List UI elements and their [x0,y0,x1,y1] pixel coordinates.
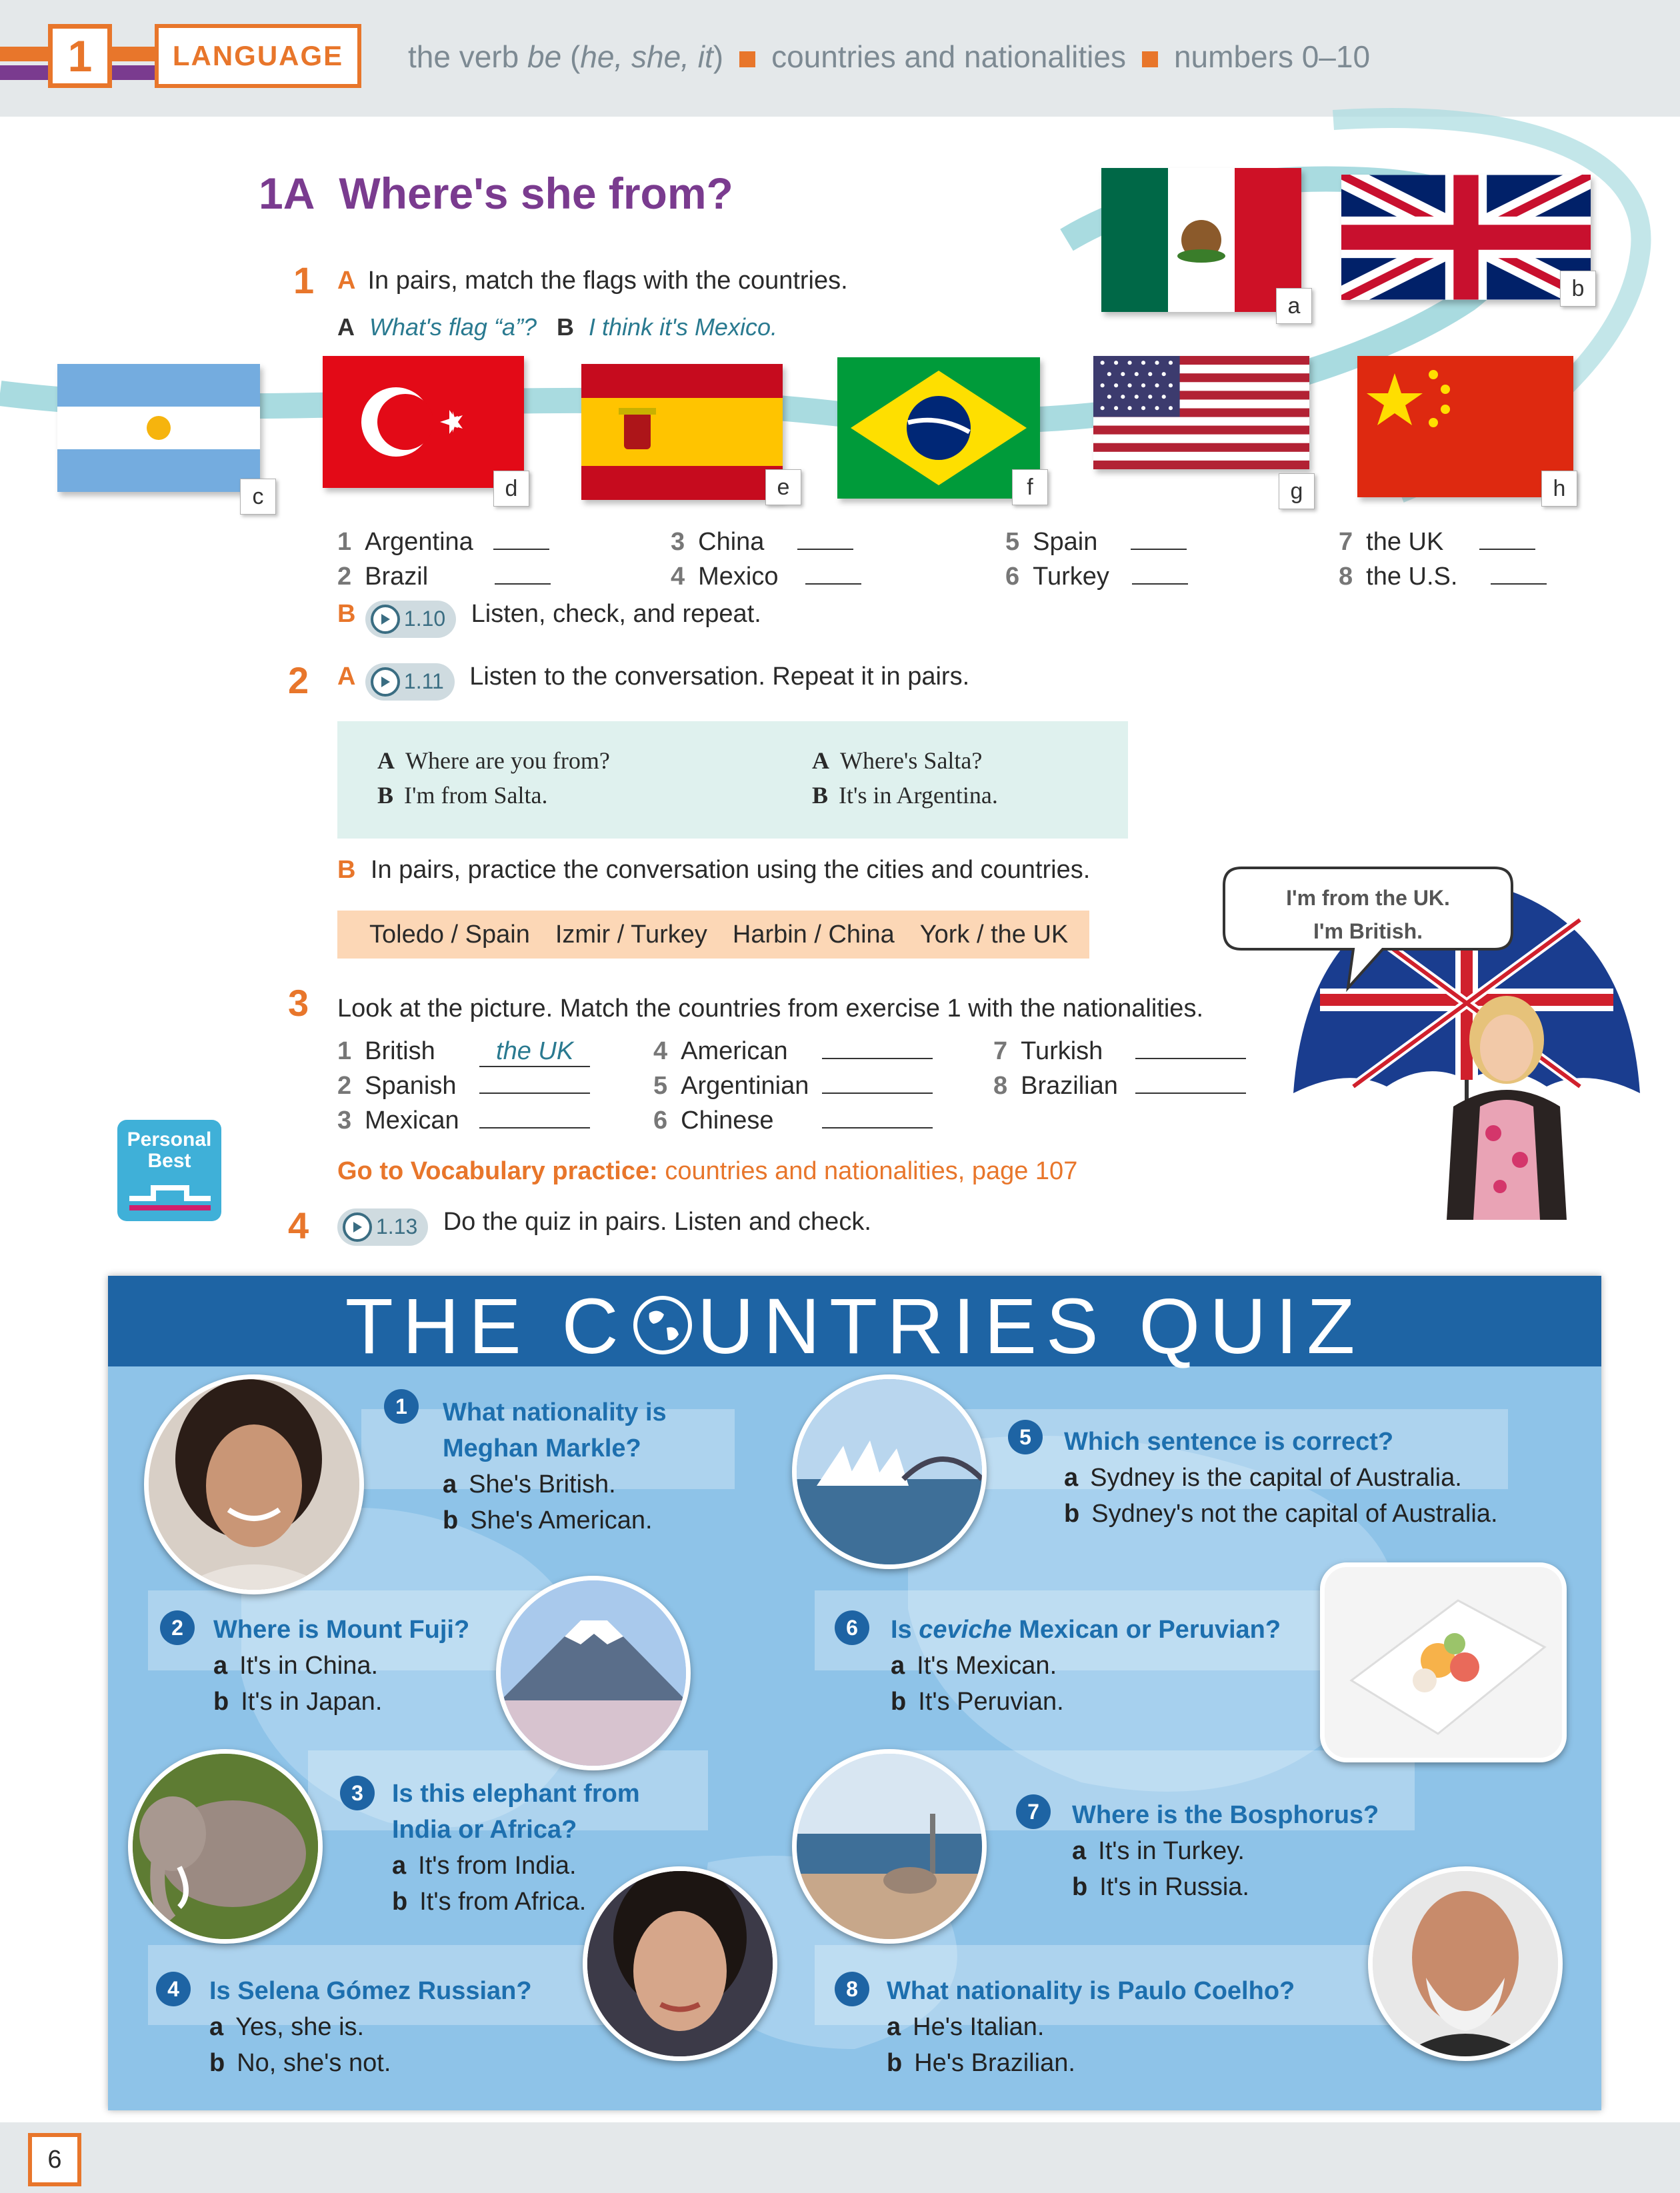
city-item: Izmir / Turkey [555,920,707,949]
nationality-item: 7 Turkish [993,1037,1246,1066]
audio-button[interactable]: 1.10 [365,601,456,638]
answer-option[interactable]: a She's British. [443,1470,616,1498]
answer-option[interactable]: b She's American. [443,1506,653,1534]
lesson-title-text: Where's she from? [339,169,733,218]
quiz-panel [108,1276,1601,2110]
topic-2: countries and nationalities [771,39,1126,74]
answer-blank[interactable] [1479,549,1535,550]
question-5-number: 5 [1008,1420,1043,1454]
answer-blank[interactable] [797,549,853,550]
answer-option[interactable]: a Sydney is the capital of Australia. [1064,1464,1462,1492]
footer-bar [0,2122,1680,2193]
answer-blank[interactable] [493,549,549,550]
city-item: York / the UK [919,920,1069,949]
country-item: 3 China [671,528,853,557]
question-4-number: 4 [156,1972,191,2006]
photo-bosphorus [792,1749,987,1944]
dialogue-line: A Where's Salta? [812,747,983,774]
flag-label-f: f [1012,469,1048,505]
question-8-number: 8 [835,1972,869,2006]
question-7: Where is the Bosphorus? a It's in Turkey. b It's in Russia. [1072,1797,1379,1905]
answer-blank[interactable]: the UK [479,1037,590,1067]
exercise-2b: B In pairs, practice the conversation using the cities and countries. [337,856,1091,884]
section-label: LANGUAGE [155,24,361,88]
play-icon [343,1212,372,1242]
answer-option[interactable]: a It's Mexican. [891,1652,1057,1680]
podium-icon [127,1178,213,1212]
photo-elephant [128,1749,323,1944]
photo-ceviche [1320,1562,1567,1762]
unit-number-box: 1 [48,24,112,88]
nationality-item: 4 American [653,1037,933,1066]
answer-option[interactable]: a It's in China. [213,1652,379,1680]
lesson-title [259,168,733,219]
exercise-1-number: 1 [293,259,315,301]
answer-option[interactable]: b He's Brazilian. [887,2049,1075,2077]
flag-uk [1341,175,1591,300]
answer-option[interactable]: b It's from Africa. [392,1888,587,1916]
page-number: 6 [28,2133,81,2186]
flag-mexico [1101,168,1301,312]
exercise-4: 1.13 Do the quiz in pairs. Listen and check. [337,1208,871,1246]
topic-1: the verb be (he, she, it) [408,39,724,74]
nationality-item: 3 Mexican [337,1106,590,1135]
dialogue-line: B I'm from Salta. [377,782,548,809]
nationality-item: 6 Chinese [653,1106,933,1135]
personal-best-badge[interactable]: Personal Best [117,1120,221,1221]
question-1: What nationality is Meghan Markle? a She's British. b She's American. [443,1394,667,1538]
answer-option[interactable]: b It's Peruvian. [891,1688,1064,1716]
answer-option[interactable]: b It's in Japan. [213,1688,383,1716]
cities-box [337,911,1089,959]
lesson-code: 1A [259,169,315,218]
nationality-item: 5 Argentinian [653,1072,933,1100]
city-item: Harbin / China [732,920,895,949]
question-2-number: 2 [160,1610,195,1645]
exercise-1a-instruction: A In pairs, match the flags with the countries. [337,267,848,295]
flag-label-b: b [1560,271,1596,307]
woman-illustration [1407,993,1607,1220]
answer-blank[interactable] [479,1093,590,1094]
nationality-item: 2 Spanish [337,1072,590,1100]
photo-paulo-coelho [1368,1866,1563,2061]
answer-blank[interactable] [495,583,551,585]
question-7-number: 7 [1016,1794,1051,1829]
exercise-3-number: 3 [288,982,309,1024]
flag-label-e: e [765,469,801,505]
answer-option[interactable]: a It's from India. [392,1852,577,1880]
flag-argentina [57,364,260,492]
flag-label-g: g [1279,473,1315,509]
answer-option[interactable]: a Yes, she is. [209,2013,365,2041]
answer-blank[interactable] [805,583,861,585]
question-2: Where is Mount Fuji? a It's in China. b It's in Japan. [213,1612,469,1720]
quiz-title: THE C UNTRIES QUIZ [345,1282,1365,1370]
nationality-item: 8 Brazilian [993,1072,1246,1100]
globe-icon [631,1293,695,1357]
bullet-square-icon [1142,51,1158,67]
answer-blank[interactable] [822,1093,933,1094]
flag-brazil [837,357,1040,499]
dialogue-box [337,721,1128,839]
exercise-2-number: 2 [288,659,309,701]
question-4: Is Selena Gómez Russian? a Yes, she is. b No, she's not. [209,1973,532,2081]
country-item: 8 the U.S. [1339,563,1547,591]
vocabulary-practice-link[interactable]: Go to Vocabulary practice: countries and nationalities, page 107 [337,1157,1078,1185]
play-icon [371,667,400,697]
dialogue-line: A Where are you from? [377,747,610,774]
question-3: Is this elephant from India or Africa? a It's from India. b It's from Africa. [392,1776,640,1920]
answer-blank[interactable] [1135,1093,1246,1094]
photo-mount-fuji [496,1576,691,1770]
question-8: What nationality is Paulo Coelho? a He's Italian. b He's Brazilian. [887,1973,1295,2081]
answer-blank[interactable] [1135,1058,1246,1059]
country-item: 2 Brazil [337,563,551,591]
exercise-1a-example: A What's flag “a”? B I think it's Mexico. [337,313,777,341]
answer-option[interactable]: a He's Italian. [887,2013,1045,2041]
city-item: Toledo / Spain [369,920,530,949]
exercise-2a: A 1.11 Listen to the conversation. Repeat it in pairs. [337,663,969,701]
question-6: Is ceviche Mexican or Peruvian? a It's Mexican. b It's Peruvian. [891,1612,1281,1720]
answer-blank[interactable] [822,1127,933,1128]
answer-blank[interactable] [1131,549,1187,550]
bullet-square-icon [739,51,755,67]
answer-blank[interactable] [1132,583,1188,585]
answer-blank[interactable] [1491,583,1547,585]
flag-spain [581,364,783,500]
question-6-number: 6 [835,1610,869,1645]
country-item: 6 Turkey [1005,563,1188,591]
question-3-number: 3 [340,1776,375,1810]
flag-usa [1093,356,1309,469]
dialogue-line: B It's in Argentina. [812,782,998,809]
country-item: 7 the UK [1339,528,1535,557]
answer-option[interactable]: b It's in Russia. [1072,1873,1249,1901]
speech-bubble-text: I'm from the UK. I'm British. [1286,886,1450,943]
question-1-number: 1 [384,1389,419,1424]
exercise-3-instruction: Look at the picture. Match the countries from exercise 1 with the nationalities. [337,995,1203,1023]
unit-topics [408,39,1370,75]
nationality-item: 1 British the UK [337,1037,590,1067]
answer-option[interactable]: b Sydney's not the capital of Australia. [1064,1500,1498,1528]
photo-sydney-opera-house [792,1374,987,1569]
country-item: 1 Argentina [337,528,549,557]
country-item: 4 Mexico [671,563,861,591]
flag-label-a: a [1276,288,1312,324]
audio-button[interactable]: 1.11 [365,663,455,701]
answer-blank[interactable] [479,1127,590,1128]
play-icon [371,605,400,634]
question-5: Which sentence is correct? a Sydney is the capital of Australia. b Sydney's not the capital of Australia. [1064,1424,1498,1532]
country-item: 5 Spain [1005,528,1187,557]
answer-blank[interactable] [822,1058,933,1059]
photo-meghan-markle [144,1374,364,1594]
flag-turkey [323,356,524,488]
flag-label-d: d [493,471,529,507]
exercise-4-number: 4 [288,1204,309,1246]
audio-button[interactable]: 1.13 [337,1208,428,1246]
answer-option[interactable]: b No, she's not. [209,2049,391,2077]
topic-3: numbers 0–10 [1173,39,1371,74]
flag-label-c: c [240,479,276,515]
flag-label-h: h [1541,471,1577,507]
answer-option[interactable]: a It's in Turkey. [1072,1837,1245,1865]
exercise-1b: B 1.10 Listen, check, and repeat. [337,600,761,638]
